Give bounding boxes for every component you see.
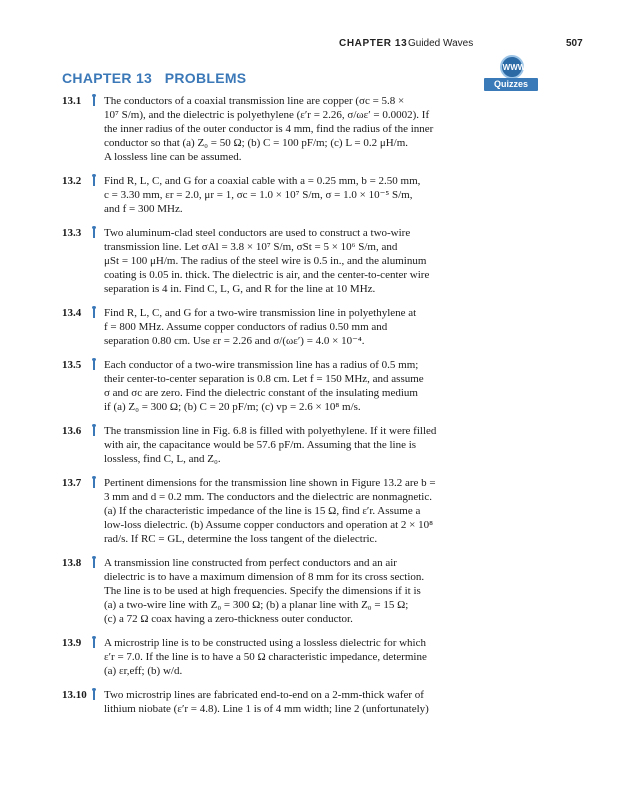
problem-text-line: The line is to be used at high frequencies. Specify the dimensions if it is [104, 585, 421, 597]
problem-number: 13.5 [62, 359, 82, 371]
problem-text-line: σ and σc are zero. Find the dielectric constant of the insulating medium [104, 387, 418, 399]
problem-text-line: μSt = 100 μH/m. The radius of the steel wire is 0.5 in., and the aluminum [104, 255, 427, 267]
problem-list [62, 94, 492, 726]
problem-text [104, 636, 492, 678]
chapter-heading: CHAPTER 13 PROBLEMS [62, 70, 247, 86]
page-number: 507 [566, 38, 583, 49]
problem-text-line: The conductors of a coaxial transmission line are copper (σc = 5.8 × [104, 95, 405, 107]
difficulty-marker-icon [93, 175, 95, 186]
problem-text [104, 424, 492, 466]
problem-text-line: rad/s. If RC = GL, determine the loss tangent of the dielectric. [104, 533, 378, 545]
problem-number: 13.10 [62, 689, 87, 701]
www-icon-text: WWW [502, 63, 526, 72]
difficulty-marker-icon [93, 425, 95, 436]
problem-text-line: (a) εr,eff; (b) w/d. [104, 665, 183, 677]
problem-item [62, 688, 492, 716]
problem-item [62, 476, 492, 546]
problem-number: 13.8 [62, 557, 82, 569]
problem-text [104, 174, 492, 216]
quizzes-label: Quizzes [484, 78, 538, 91]
problem-text-line: conductor so that (a) Z₀ = 50 Ω; (b) C = 100 pF/m; (c) L = 0.2 μH/m. [104, 137, 409, 149]
problem-item [62, 556, 492, 626]
problem-text-line: Two aluminum-clad steel conductors are used to construct a two-wire [104, 227, 411, 239]
problem-item [62, 636, 492, 678]
difficulty-marker-icon [93, 307, 95, 318]
problem-text [104, 94, 492, 164]
problem-item [62, 94, 492, 164]
problem-text-line: dielectric is to have a maximum dimension of 8 mm for its cross section. [104, 571, 425, 583]
running-head-chapter: CHAPTER 13 [339, 38, 408, 49]
problem-text-line: separation 0.80 cm. Use εr = 2.26 and σ/(ωε′) = 4.0 × 10⁻⁴. [104, 335, 365, 347]
problem-text-line: c = 3.30 mm, εr = 2.0, μr = 1, σc = 1.0 × 10⁷ S/m, σ = 1.0 × 10⁻⁵ S/m, [104, 189, 413, 201]
problem-text-line: the inner radius of the outer conductor is 4 mm, find the radius of the inner [104, 123, 434, 135]
problem-item [62, 306, 492, 348]
problem-text-line: separation is 4 in. Find C, L, G, and R for the line at 10 MHz. [104, 283, 376, 295]
problem-text-line: A microstrip line is to be constructed using a lossless dielectric for which [104, 637, 426, 649]
problem-text-line: and f = 300 MHz. [104, 203, 183, 215]
problem-text-line: f = 800 MHz. Assume copper conductors of radius 0.50 mm and [104, 321, 388, 333]
problem-text-line: if (a) Z₀ = 300 Ω; (b) C = 20 pF/m; (c) vp = 2.6 × 10⁸ m/s. [104, 401, 361, 413]
problem-text [104, 476, 492, 546]
problem-text-line: The transmission line in Fig. 6.8 is filled with polyethylene. If it were filled [104, 425, 437, 437]
running-head [0, 38, 627, 54]
problem-text-line: low-loss dielectric. (b) Assume copper conductors and operation at 2 × 10⁸ [104, 519, 433, 531]
problem-text-line: with air, the capacitance would be 57.6 pF/m. Assuming that the line is [104, 439, 417, 451]
problem-text-line: (a) a two-wire line with Z₀ = 300 Ω; (b) a planar line with Z₀ = 15 Ω; [104, 599, 409, 611]
problem-text [104, 358, 492, 414]
problem-text-line: Find R, L, C, and G for a two-wire transmission line in polyethylene at [104, 307, 417, 319]
problem-text [104, 306, 492, 348]
problem-text-line: 10⁷ S/m), and the dielectric is polyethylene (ε′r = 2.26, σ/ωε′ = 0.0002). If [104, 109, 430, 121]
problem-text-line: lithium niobate (ε′r = 4.8). Line 1 is of 4 mm width; line 2 (unfortunately) [104, 703, 429, 715]
difficulty-marker-icon [93, 95, 95, 106]
problem-number: 13.1 [62, 95, 82, 107]
problem-text-line: A transmission line constructed from perfect conductors and an air [104, 557, 397, 569]
problem-text-line: transmission line. Let σAl = 3.8 × 10⁷ S/m, σSt = 5 × 10⁶ S/m, and [104, 241, 398, 253]
problem-number: 13.9 [62, 637, 82, 649]
problem-number: 13.4 [62, 307, 82, 319]
www-globe-icon [500, 55, 524, 79]
problem-number: 13.7 [62, 477, 82, 489]
problem-text-line: A lossless line can be assumed. [104, 151, 242, 163]
problem-text-line: (c) a 72 Ω coax having a zero-thickness outer conductor. [104, 613, 353, 625]
difficulty-marker-icon [93, 689, 95, 700]
problem-number: 13.3 [62, 227, 82, 239]
problem-item [62, 174, 492, 216]
problem-text-line: (a) If the characteristic impedance of the line is 15 Ω, find ε′r. Assume a [104, 505, 421, 517]
problem-text [104, 226, 492, 296]
problem-text-line: ε′r = 7.0. If the line is to have a 50 Ω characteristic impedance, determine [104, 651, 427, 663]
problem-text-line: Two microstrip lines are fabricated end-to-end on a 2-mm-thick wafer of [104, 689, 424, 701]
problem-number: 13.2 [62, 175, 82, 187]
quizzes-badge[interactable] [481, 55, 539, 93]
problem-text-line: coating is 0.05 in. thick. The dielectric is air, and the center-to-center wire [104, 269, 430, 281]
problem-text-line: 3 mm and d = 0.2 mm. The conductors and the dielectric are nonmagnetic. [104, 491, 432, 503]
problem-text-line: Find R, L, C, and G for a coaxial cable with a = 0.25 mm, b = 2.50 mm, [104, 175, 421, 187]
difficulty-marker-icon [93, 359, 95, 370]
problem-item [62, 358, 492, 414]
problem-item [62, 226, 492, 296]
running-head-title: Guided Waves [408, 38, 474, 49]
difficulty-marker-icon [93, 557, 95, 568]
problem-text [104, 688, 492, 716]
difficulty-marker-icon [93, 227, 95, 238]
difficulty-marker-icon [93, 637, 95, 648]
problem-text-line: lossless, find C, L, and Z₀. [104, 453, 221, 465]
difficulty-marker-icon [93, 477, 95, 488]
problem-number: 13.6 [62, 425, 82, 437]
problem-text-line: Each conductor of a two-wire transmission line has a radius of 0.5 mm; [104, 359, 419, 371]
problem-text [104, 556, 492, 626]
problem-text-line: Pertinent dimensions for the transmission line shown in Figure 13.2 are b = [104, 477, 436, 489]
problem-text-line: their center-to-center separation is 0.8 cm. Let f = 150 MHz, and assume [104, 373, 424, 385]
problem-item [62, 424, 492, 466]
